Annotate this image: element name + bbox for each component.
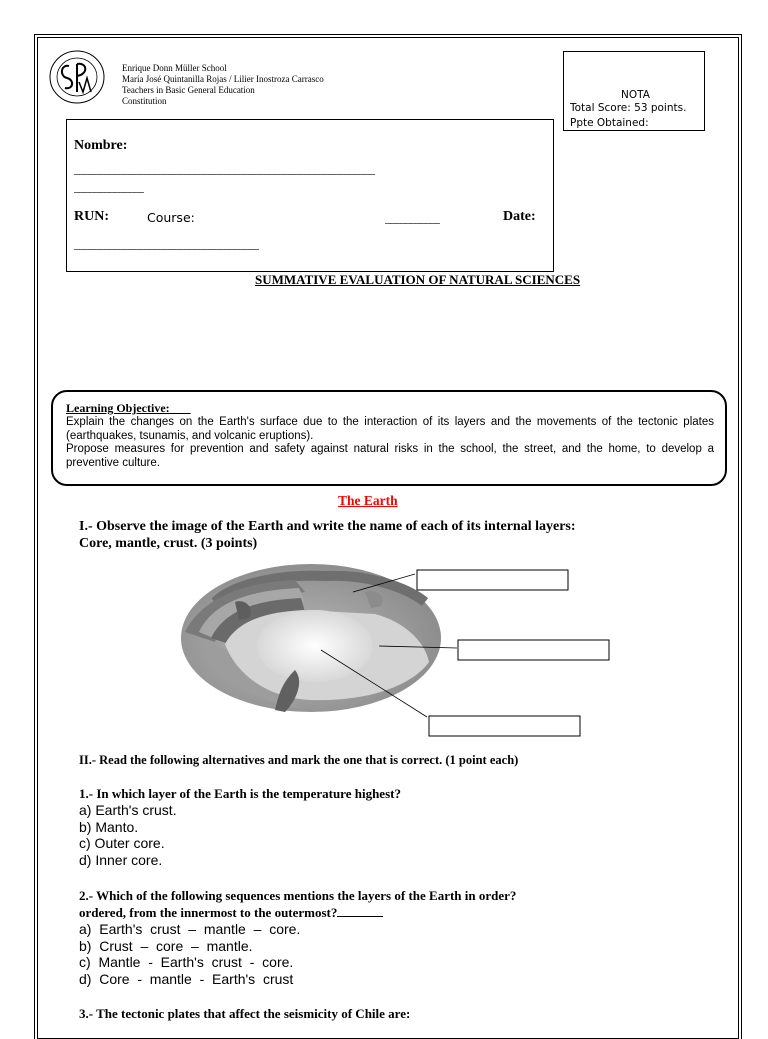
- part2-instructions: II.- Read the following alternatives and mark the one that is correct. (1 point each): [79, 753, 519, 767]
- objective-text-2: Propose measures for prevention and safety against natural risks in the school, the street, and the home, to develop a preventive culture.: [66, 443, 714, 469]
- question-2-option-d[interactable]: d) Core - mantle - Earth's crust: [79, 970, 294, 987]
- core-answer-box[interactable]: [429, 716, 580, 736]
- run-label: RUN:: [74, 209, 109, 224]
- course-label: Course:: [147, 210, 195, 225]
- question-2-option-c[interactable]: c) Mantle - Earth's crust - core.: [79, 954, 294, 970]
- part1-title-line-1: I.- Observe the image of the Earth and write the name of each of its internal layers:: [79, 519, 576, 534]
- objective-text: [66, 416, 714, 470]
- run-date-line[interactable]: _____________________________________: [74, 237, 259, 251]
- learning-objective-box: [51, 390, 727, 486]
- mantle-answer-box[interactable]: [458, 640, 609, 660]
- school-name: Enrique Donn Müller School: [122, 63, 227, 73]
- objective-text-1: Explain the changes on the Earth's surface due to the interaction of its layers and the movements of the tectonic plates (earthquakes, tsunamis, and volcanic eruptions).: [66, 416, 714, 442]
- question-2-title-line-2: ordered, from the innermost to the outermost?: [79, 904, 516, 921]
- question-1-title: 1.- In which layer of the Earth is the temperature highest?: [79, 786, 401, 801]
- name-line[interactable]: ____________________________________________________________: [74, 162, 374, 176]
- part1-title-line-2: Core, mantle, crust. (3 points): [79, 536, 258, 551]
- date-label: Date:: [503, 209, 536, 224]
- question-2: [79, 888, 516, 987]
- course-line[interactable]: ___________: [385, 211, 440, 225]
- crust-answer-box[interactable]: [417, 570, 568, 590]
- section-title-earth: The Earth: [338, 493, 398, 508]
- question-3: [79, 1006, 410, 1022]
- grade-title: NOTA: [621, 89, 650, 101]
- objective-label: Learning Objective:: [66, 401, 170, 415]
- grade-box: [563, 51, 705, 131]
- school-header: [122, 63, 324, 107]
- total-score: Total Score: 53 points.: [570, 102, 687, 114]
- part1-instructions: [79, 518, 576, 552]
- name-label: Nombre:: [74, 138, 128, 153]
- earth-layers-diagram: [175, 562, 615, 742]
- question-1-option-b[interactable]: b) Manto.: [79, 818, 139, 835]
- question-2-option-b[interactable]: b) Crust – core – mantle.: [79, 937, 253, 954]
- question-1-option-c[interactable]: c) Outer core.: [79, 835, 165, 851]
- question-1-option-d[interactable]: d) Inner core.: [79, 851, 163, 868]
- evaluation-title: SUMMATIVE EVALUATION OF NATURAL SCIENCES: [255, 272, 581, 287]
- question-1: [79, 786, 401, 868]
- teachers-role: Teachers in Basic General Education: [122, 85, 255, 95]
- points-obtained: Ppte Obtained:: [570, 117, 649, 129]
- name-line-continued[interactable]: ______________: [74, 180, 144, 194]
- school-logo: [47, 48, 107, 106]
- earth-globe: [181, 564, 441, 712]
- school-city: Constitution: [122, 96, 167, 106]
- question-1-option-a[interactable]: a) Earth's crust.: [79, 802, 177, 818]
- question-2-option-a[interactable]: a) Earth's crust – mantle – core.: [79, 921, 301, 937]
- question-2-title-line-1: 2.- Which of the following sequences mentions the layers of the Earth in order?: [79, 888, 517, 903]
- teachers-names: María José Quintanilla Rojas / Lilier Inostroza Carrasco: [122, 74, 324, 84]
- student-info-box: [66, 119, 554, 272]
- question-3-title: 3.- The tectonic plates that affect the seismicity of Chile are:: [79, 1006, 411, 1021]
